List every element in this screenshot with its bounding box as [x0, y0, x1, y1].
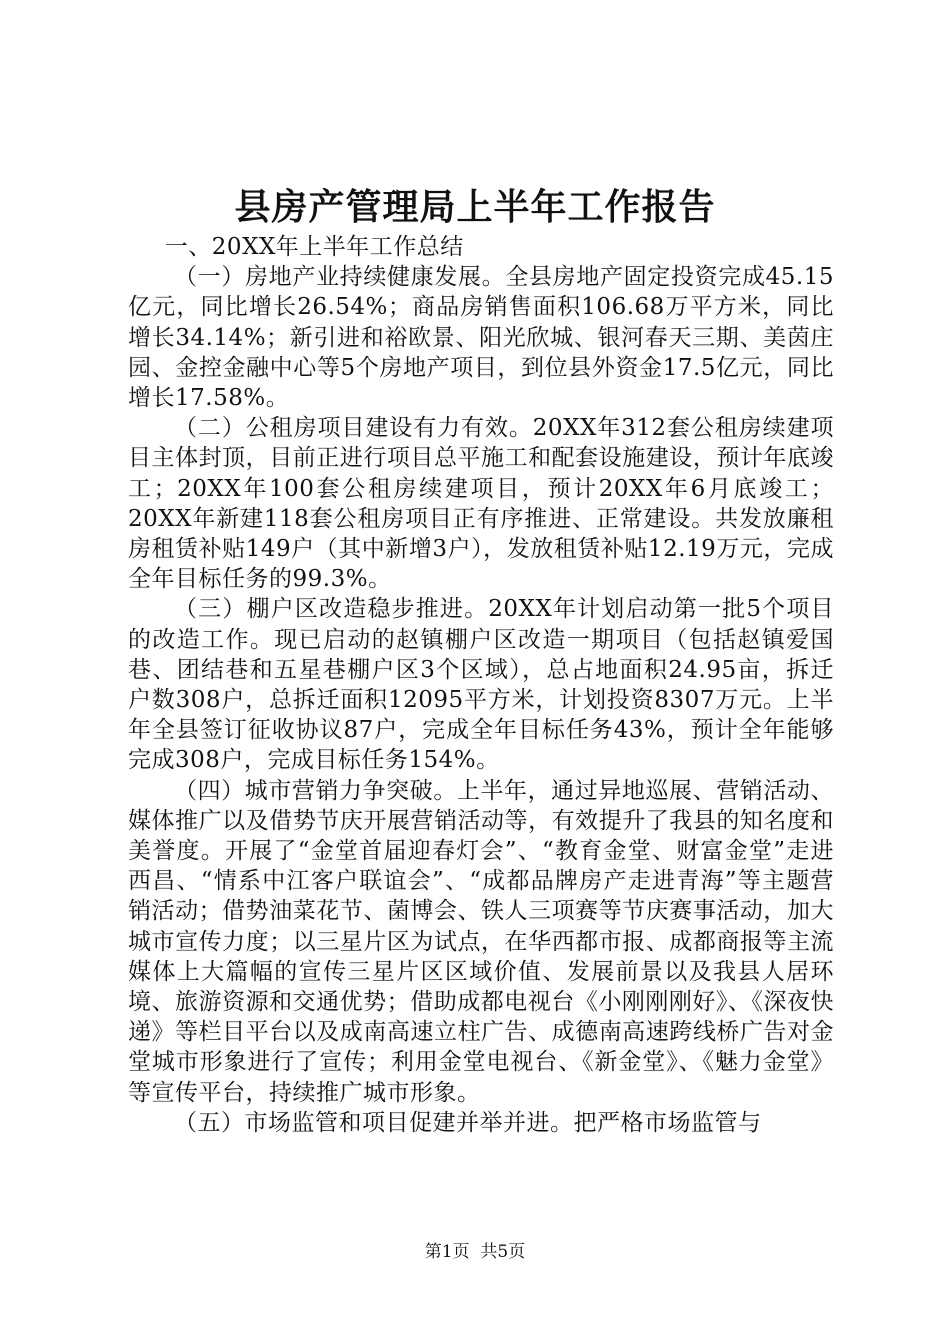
- paragraph-5: （五）市场监管和项目促建并举并进。把严格市场监管与: [174, 1109, 762, 1136]
- paragraph-1: （一）房地产业持续健康发展。全县房地产固定投资完成45.15亿元，同比增长26.54%；商品房销售面积106.68万平方米，同比增长34.14%；新引进和裕欧景、阳光欣城、银河春天三期、美茵庄园、金控金融中心等5个房地产项目，到位县外资金17.5亿元，同比增长17.58%。: [128, 264, 834, 412]
- paragraph-2: （二）公租房项目建设有力有效。20XX年312套公租房续建项目主体封顶，目前正进行项目总平施工和配套设施建设，预计年底竣工；20XX年100套公租房续建项目，预计20XX年6月底竣工；20XX年新建118套公租房项目正有序推进、正常建设。共发放廉租房租赁补贴149户（其中新增3户），发放租赁补贴12.19万元，完成全年目标任务的99.3%。: [128, 415, 834, 593]
- page-total: 共5页: [480, 1242, 526, 1262]
- page-number: 第1页: [424, 1242, 470, 1262]
- paragraph-3: （三）棚户区改造稳步推进。20XX年计划启动第一批5个项目的改造工作。现已启动的赵镇棚户区改造一期项目（包括赵镇爱国巷、团结巷和五星巷棚户区3个区域），总占地面积24.95亩，拆迁户数308户，总拆迁面积12095平方米，计划投资8307万元。上半年全县签订征收协议87户，完成全年目标任务43%，预计全年能够完成308户，完成目标任务154%。: [128, 596, 834, 774]
- paragraph-4: （四）城市营销力争突破。上半年，通过异地巡展、营销活动、媒体推广以及借势节庆开展营销活动等，有效提升了我县的知名度和美誉度。开展了“金堂首届迎春灯会”、“教育金堂、财富金堂”走进西昌、“情系中江客户联谊会”、“成都品牌房产走进青海”等主题营销活动；借势油菜花节、菌博会、铁人三项赛等节庆赛事活动，加大城市宣传力度；以三星片区为试点，在华西都市报、成都商报等主流媒体上大篇幅的宣传三星片区区域价值、发展前景以及我县人居环境、旅游资源和交通优势；借助成都电视台《小刚刚刚好》、《深夜快递》等栏目平台以及成南高速立柱广告、成德南高速跨线桥广告对金堂城市形象进行了宣传；利用金堂电视台、《新金堂》、《魅力金堂》等宣传平台，持续推广城市形象。: [128, 777, 834, 1106]
- document-body: [128, 232, 834, 1138]
- section-heading: 一、20XX年上半年工作总结: [164, 234, 464, 260]
- page-footer: [0, 1240, 950, 1264]
- document-title: 县房产管理局上半年工作报告: [234, 186, 716, 228]
